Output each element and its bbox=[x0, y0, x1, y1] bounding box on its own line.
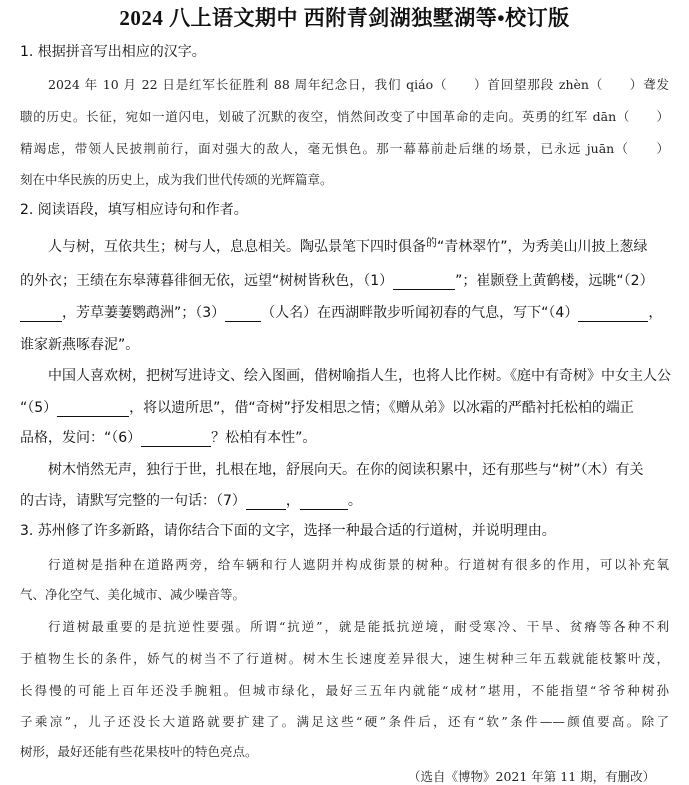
q3-text-line-2: 气、净化空气、美化城市、减少噪音等。 bbox=[20, 587, 246, 602]
q2-p1-line-1 bbox=[48, 236, 648, 256]
q3-source-note: （选自《博物》2021 年第 11 期，有删改） bbox=[408, 769, 656, 784]
blank-1[interactable] bbox=[393, 273, 455, 290]
blank-5[interactable] bbox=[57, 400, 129, 417]
q3-text-line-1: 行道树是指种在道路两旁，给车辆和行人遮阴并构成街景的树种。行道树有很多的作用，可以补充氧 bbox=[48, 557, 669, 572]
q2-p2-line-2 bbox=[20, 397, 634, 417]
q2-p1-line-3 bbox=[20, 302, 662, 322]
q2-p3-text-b: ， bbox=[285, 493, 300, 509]
question-3-heading: 3. 苏州修了许多新路，请你结合下面的文字，选择一种最合适的行道树，并说明理由。 bbox=[20, 523, 556, 539]
q2-p1-de: 的 bbox=[426, 236, 437, 249]
q1-text-line-2: 聩的历史。长征，宛如一道闪电，划破了沉默的夜空，悄然间改变了中国革命的走向。英勇的红军 dān（ ） bbox=[20, 109, 669, 124]
page-title: 2024 八上语文期中 西附青剑湖独墅湖等•校订版 bbox=[119, 6, 570, 30]
q1-text-line-4: 刻在中华民族的历史上，成为我们世代传颂的光辉篇章。 bbox=[20, 172, 333, 187]
blank-4[interactable] bbox=[578, 305, 648, 322]
q2-p2-line-1: 中国人喜欢树，把树写进诗文、绘入图画，借树喻指人生，也将人比作树。《庭中有奇树》中女主人公 bbox=[48, 368, 671, 384]
q2-p1-line-4: 谁家新燕啄春泥”。 bbox=[20, 337, 140, 353]
q3-text-line-5: 长得慢的可能上百年还没手腕粗。但城市绿化，最好三五年内就能“成材”堪用，不能指望“爷爷种树孙 bbox=[20, 683, 669, 698]
q2-p1-text-c: 的外衣；王绩在东皋薄暮徘徊无依，远望“树树皆秋色，（1） bbox=[20, 273, 394, 289]
q2-p2-text-a: “（5） bbox=[20, 400, 58, 416]
q1-text-line-1: 2024 年 10 月 22 日是红军长征胜利 88 周年纪念日，我们 qiáo（ ）首回望那段 zhèn（ ）聋发 bbox=[48, 77, 669, 92]
blank-7a[interactable] bbox=[246, 493, 286, 510]
blank-2[interactable] bbox=[20, 305, 62, 322]
question-2-heading: 2. 阅读语段，填写相应诗句和作者。 bbox=[20, 202, 248, 218]
q2-p1-text-e: ，芳草萋萋鹦鹉洲”；（3） bbox=[62, 305, 226, 321]
question-1-heading: 1. 根据拼音写出相应的汉字。 bbox=[20, 44, 206, 60]
q2-p2-text-c: 品格，发问：“（6） bbox=[20, 430, 142, 446]
q2-p2-text-d: ？松柏有本性”。 bbox=[211, 430, 317, 446]
q2-p3-line-1: 树木悄然无声，独行于世，扎根在地，舒展向天。在你的阅读积累中，还有那些与“树”（木）有关 bbox=[48, 462, 644, 478]
q2-p1-line-2 bbox=[20, 270, 654, 290]
q2-p1-text-d: ”；崔颢登上黄鹤楼，远眺“（2） bbox=[455, 273, 654, 289]
q2-p2-text-b: ，将以遗所思”，借“奇树”抒发相思之情；《赠从弟》以冰霜的严酷衬托松柏的端正 bbox=[129, 400, 634, 416]
q3-text-line-7: 树形，最好还能有些花果枝叶的特色亮点。 bbox=[20, 744, 258, 759]
q3-text-line-6: 子乘凉”，儿子还没长大道路就要扩建了。满足这些“硬”条件后，还有“软”条件——颜值要高。除了 bbox=[20, 714, 669, 729]
q2-p3-line-2 bbox=[20, 490, 362, 510]
q2-p3-text-c: 。 bbox=[347, 493, 362, 509]
q2-p1-text-g: ， bbox=[648, 305, 663, 321]
q1-text-line-3: 精竭虑，带领人民披荆前行，面对强大的敌人，毫无惧色。那一幕幕前赴后继的场景，已永远 juān（ ） bbox=[20, 141, 669, 156]
q2-p1-text-b: “青林翠竹”，为秀美山川披上葱绿 bbox=[437, 239, 648, 255]
blank-6[interactable] bbox=[141, 430, 211, 447]
q2-p3-text-a: 的古诗，请默写完整的一句话：（7） bbox=[20, 493, 246, 509]
blank-3[interactable] bbox=[225, 305, 261, 322]
q2-p1-text-f: （人名）在西湖畔散步听闻初春的气息，写下“（4） bbox=[261, 305, 579, 321]
q2-p1-text-a: 人与树，互依共生；树与人，息息相关。陶弘景笔下四时俱备 bbox=[48, 239, 426, 255]
q3-text-line-4: 于植物生长的条件，娇气的树当不了行道树。树木生长速度差异很大，速生树种三年五载就能枝繁叶茂， bbox=[20, 651, 669, 666]
blank-7b[interactable] bbox=[300, 493, 348, 510]
q2-p2-line-3 bbox=[20, 427, 316, 447]
q3-text-line-3: 行道树最重要的是抗逆性要强。所谓“抗逆”，就是能抵抗逆境，耐受寒冷、干旱、贫瘠等各种不利 bbox=[48, 619, 669, 634]
